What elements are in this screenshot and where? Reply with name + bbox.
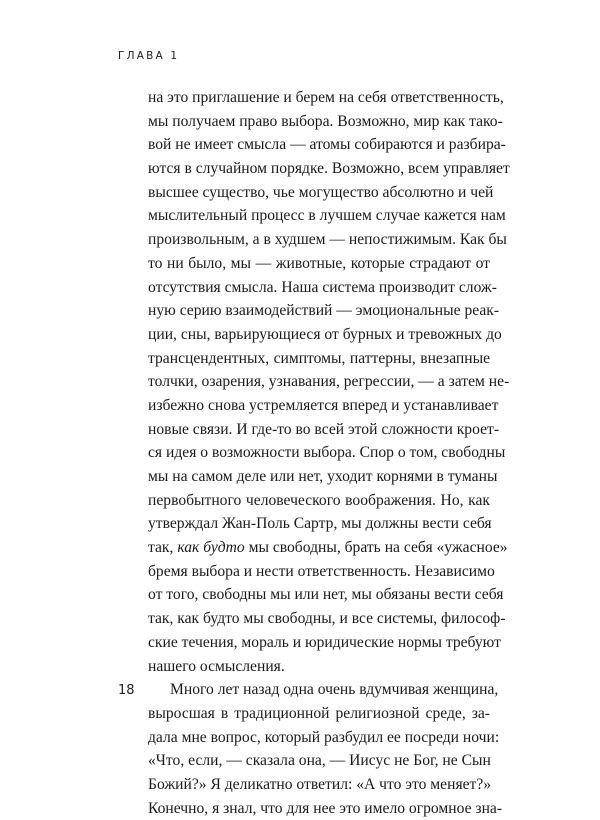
text-line: утверждал Жан-Поль Сартр, мы должны вести себя xyxy=(148,515,492,533)
text-line: произвольным, а в худшем — непостижимым. Как бы xyxy=(148,231,507,249)
running-head: ГЛАВА 1 xyxy=(118,50,180,62)
text-line xyxy=(148,536,508,560)
text-line: на это приглашение и берем на себя ответственность, xyxy=(148,89,504,106)
text-line: мы получаем право выбора. Возможно, мир как тако- xyxy=(148,112,503,130)
paragraph-2 xyxy=(148,678,503,820)
text-line: то ни было, мы — животные, которые страдают от xyxy=(148,254,490,272)
text-line: от того, свободны мы или нет, мы обязаны вести себя xyxy=(148,586,504,604)
text-line: новые связи. И где-то во всей этой сложности кроет- xyxy=(148,420,500,438)
text-line: ются в случайном порядке. Возможно, всем управляет xyxy=(148,160,510,178)
text-line: вой не имеет смысла — атомы собираются и разбира- xyxy=(148,136,506,154)
text-line: мыслительный процесс в лучшем случае кажется нам xyxy=(148,207,506,225)
text-fragment: мы свободны, брать на себя «ужасное» xyxy=(244,539,508,557)
text-line: «Что, если, — сказала она, — Иисус не Бог, не Сын xyxy=(148,752,491,770)
text-line: высшее существо, чье могущество абсолютно и чей xyxy=(148,183,494,201)
text-line: избежно снова устремляется вперед и устанавливает xyxy=(148,396,499,414)
paragraph-1 xyxy=(148,86,510,678)
text-line: так, как будто мы свободны, и все системы, философ- xyxy=(148,610,506,628)
text-line: толчки, озарения, узнавания, регрессии, — а затем не- xyxy=(148,373,510,391)
text-line: ся идея о возможности выбора. Спор о том, свободны xyxy=(148,444,506,462)
text-line: Божий?» Я деликатно ответил: «А что это меняет?» xyxy=(148,775,492,793)
text-line: Много лет назад одна очень вдумчивая женщина, xyxy=(170,681,499,699)
text-line: нашего осмысления. xyxy=(148,657,285,675)
text-line: ции, сны, варьирующиеся от бурных и тревожных до xyxy=(148,325,502,343)
page-number: 18 xyxy=(118,683,135,698)
body-text xyxy=(148,86,510,820)
text-line: трансцендентных, симптомы, паттерны, внезапные xyxy=(148,349,490,367)
text-line: мы на самом деле или нет, уходит корнями в туманы xyxy=(148,468,498,485)
text-line: отсутствия смысла. Наша система производит слож- xyxy=(148,278,497,296)
text-line: Конечно, я знал, что для нее это имело огромное зна- xyxy=(148,799,503,817)
text-line: бремя выбора и нести ответственность. Независимо xyxy=(148,562,495,580)
text-line: ские течения, мораль и юридические нормы требуют xyxy=(148,633,501,651)
text-fragment: так, xyxy=(148,539,178,557)
text-line: ную серию взаимодействий — эмоциональные реак- xyxy=(148,302,500,320)
text-line: дала мне вопрос, который разбудил ее посреди ночи: xyxy=(148,728,500,746)
text-line: выросшая в традиционной религиозной среде, за- xyxy=(148,704,490,722)
text-line: первобытного человеческого воображения. Но, как xyxy=(148,491,490,509)
italic-emphasis: как будто xyxy=(177,539,245,557)
